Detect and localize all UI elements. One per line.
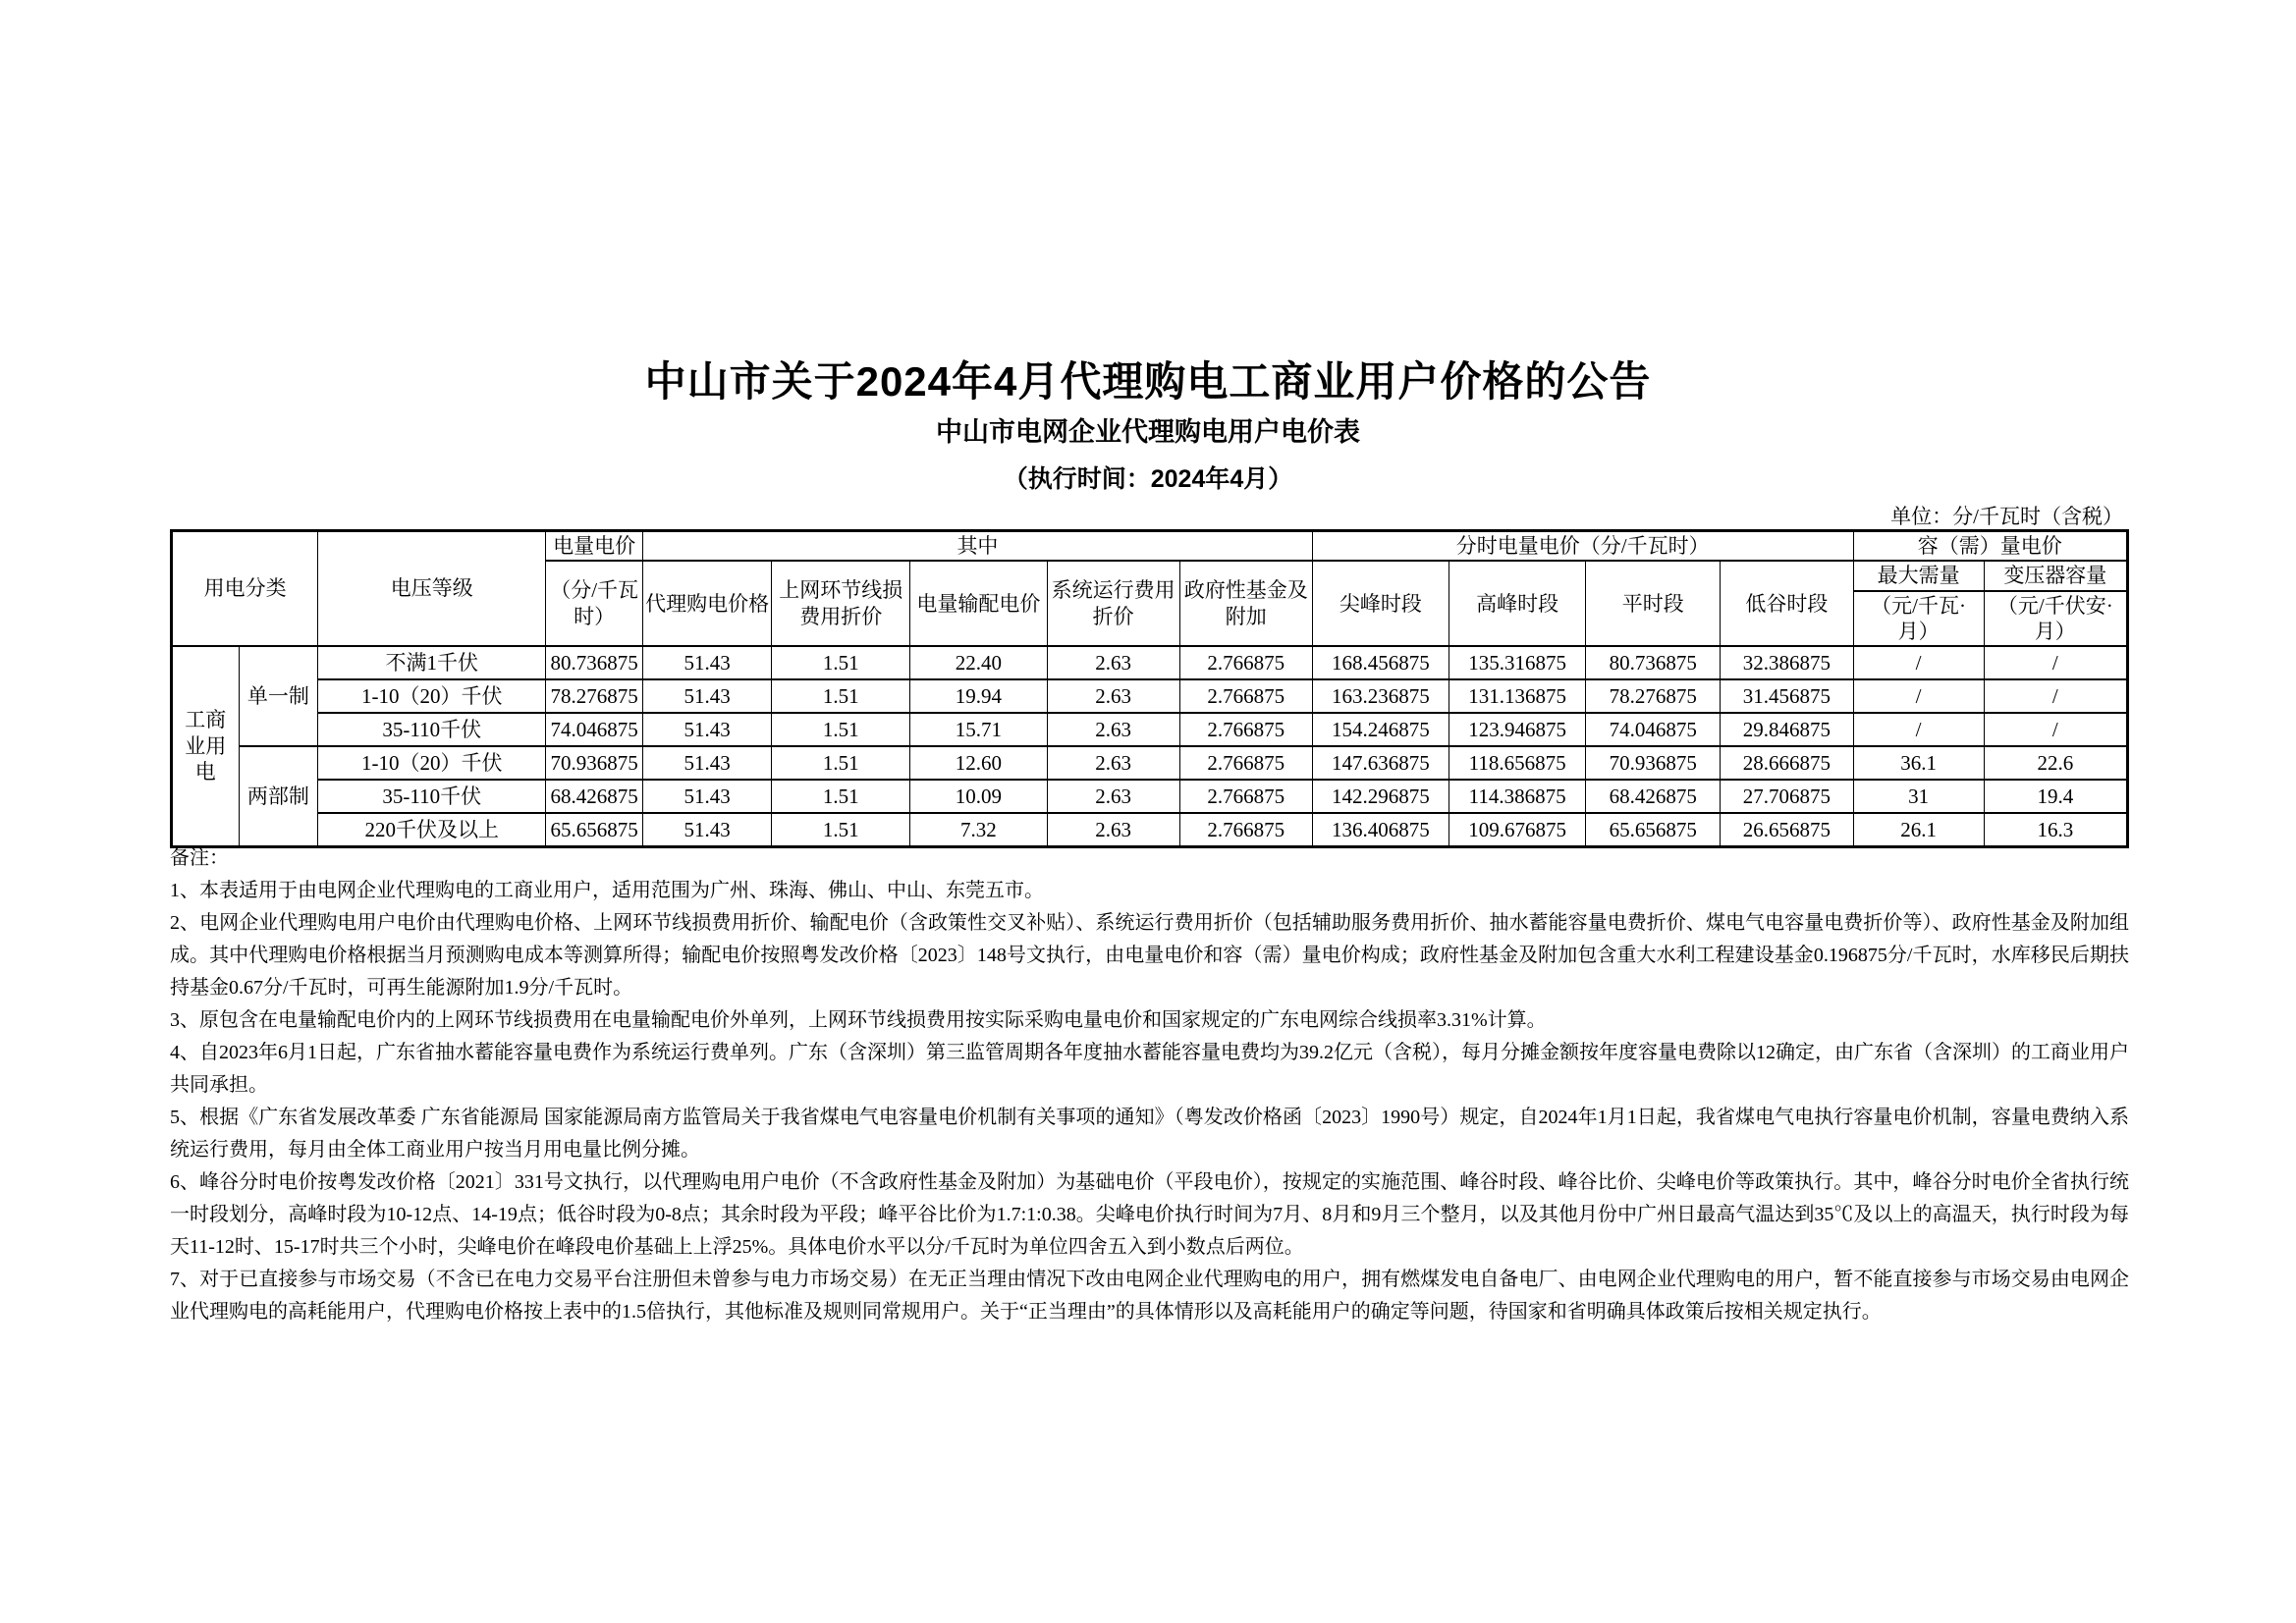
cell-peak: 114.386875 <box>1449 780 1586 813</box>
cell-agency: 51.43 <box>643 813 772 846</box>
page-title: 中山市关于2024年4月代理购电工商业用户价格的公告 <box>644 358 1652 405</box>
header-capacity-price: 容（需）量电价 <box>1853 531 2127 562</box>
cell-agency: 51.43 <box>643 780 772 813</box>
cell-flat: 65.656875 <box>1586 813 1721 846</box>
cell-sharp: 154.246875 <box>1312 713 1449 746</box>
cell-loss: 1.51 <box>772 679 910 713</box>
cell-transformer: / <box>1984 646 2127 679</box>
cell-trans: 15.71 <box>910 713 1047 746</box>
cell-sharp: 147.636875 <box>1312 746 1449 780</box>
cell-voltage: 35-110千伏 <box>318 780 546 813</box>
cell-flat: 70.936875 <box>1586 746 1721 780</box>
header-transformer-capacity: 变压器容量 <box>1984 561 2127 590</box>
cell-sysop: 2.63 <box>1047 746 1179 780</box>
cell-trans: 7.32 <box>910 813 1047 846</box>
header-valley: 低谷时段 <box>1721 561 1853 646</box>
cell-gov: 2.766875 <box>1179 813 1312 846</box>
cell-flat: 68.426875 <box>1586 780 1721 813</box>
cell-valley: 31.456875 <box>1721 679 1853 713</box>
cell-sharp: 142.296875 <box>1312 780 1449 813</box>
cell-sysop: 2.63 <box>1047 679 1179 713</box>
group-category: 工商业用电 <box>172 646 240 846</box>
cell-agency: 51.43 <box>643 713 772 746</box>
cell-energy: 80.736875 <box>546 646 643 679</box>
header-agency-price: 代理购电价格 <box>643 561 772 646</box>
table-row <box>172 813 2128 846</box>
cell-demand: 31 <box>1853 780 1984 813</box>
cell-agency: 51.43 <box>643 679 772 713</box>
header-among-which: 其中 <box>643 531 1313 562</box>
cell-loss: 1.51 <box>772 813 910 846</box>
cell-trans: 12.60 <box>910 746 1047 780</box>
cell-peak: 109.676875 <box>1449 813 1586 846</box>
cell-voltage: 220千伏及以上 <box>318 813 546 846</box>
cell-transformer: / <box>1984 679 2127 713</box>
note-item: 7、对于已直接参与市场交易（不含已在电力交易平台注册但未曾参与电力市场交易）在无正当理由情况下改由电网企业代理购电的用户，拥有燃煤发电自备电厂、由电网企业代理购电的用户，暂不能直接参与市场交易由电网企业代理购电的高耗能用户，代理购电价格按上表中的1.5倍执行，其他标准及规则同常规用户。关于“正当理由”的具体情形以及高耗能用户的确定等问题，待国家和省明确具体政策后按相关规定执行。 <box>170 1269 2129 1323</box>
cell-sharp: 136.406875 <box>1312 813 1449 846</box>
cell-voltage: 1-10（20）千伏 <box>318 746 546 780</box>
header-gov-funds: 政府性基金及附加 <box>1179 561 1312 646</box>
cell-trans: 19.94 <box>910 679 1047 713</box>
cell-flat: 74.046875 <box>1586 713 1721 746</box>
header-max-demand-unit: （元/千瓦·月） <box>1853 591 1984 647</box>
cell-demand: 36.1 <box>1853 746 1984 780</box>
table-row <box>172 780 2128 813</box>
header-row-1 <box>172 531 2128 562</box>
cell-energy: 78.276875 <box>546 679 643 713</box>
note-item: 6、峰谷分时电价按粤发改价格〔2021〕331号文执行，以代理购电用户电价（不含政府性基金及附加）为基础电价（平段电价），按规定的实施范围、峰谷时段、峰谷比价、尖峰电价等政策执行。其中，峰谷分时电价全省执行统一时段划分，高峰时段为10-12点、14-19点；低谷时段为0-8点；其余时段为平段；峰平谷比价为1.7:1:0.38。尖峰电价执行时间为7月、8月和9月三个整月，以及其他月份中广州日最高气温达到35℃及以上的高温天，执行时段为每天11-12时、15-17时共三个小时，尖峰电价在峰段电价基础上上浮25%。具体电价水平以分/千瓦时为单位四舍五入到小数点后两位。 <box>170 1171 2129 1258</box>
note-item: 5、根据《广东省发展改革委 广东省能源局 国家能源局南方监管局关于我省煤电气电容量电价机制有关事项的通知》（粤发改价格函〔2023〕1990号）规定，自2024年1月1日起，我省煤电气电执行容量电价机制，容量电费纳入系统运行费用，每月由全体工商业用户按当月用电量比例分摊。 <box>170 1107 2129 1161</box>
header-grid-loss: 上网环节线损费用折价 <box>772 561 910 646</box>
price-table <box>170 529 2129 848</box>
table-row <box>172 646 2128 679</box>
cell-transformer: 22.6 <box>1984 746 2127 780</box>
note-item: 3、原包含在电量输配电价内的上网环节线损费用在电量输配电价外单列，上网环节线损费用按实际采购电量电价和国家规定的广东电网综合线损率3.31%计算。 <box>170 1009 1547 1031</box>
table-row <box>172 679 2128 713</box>
cell-transformer: 16.3 <box>1984 813 2127 846</box>
note-item: 1、本表适用于由电网企业代理购电的工商业用户，适用范围为广州、珠海、佛山、中山、东莞五市。 <box>170 880 1044 901</box>
notes-section <box>170 842 2129 1328</box>
header-transformer-capacity-unit: （元/千伏安·月） <box>1984 591 2127 647</box>
cell-energy: 65.656875 <box>546 813 643 846</box>
table-row <box>172 746 2128 780</box>
page-subtitle: 中山市电网企业代理购电用户电价表 <box>936 417 1360 447</box>
cell-demand: / <box>1853 679 1984 713</box>
execution-time: （执行时间：2024年4月） <box>1003 465 1293 493</box>
cell-transformer: / <box>1984 713 2127 746</box>
cell-demand: / <box>1853 713 1984 746</box>
header-sharp-peak: 尖峰时段 <box>1312 561 1449 646</box>
header-transmission-price: 电量输配电价 <box>910 561 1047 646</box>
cell-valley: 27.706875 <box>1721 780 1853 813</box>
group-two-part-system: 两部制 <box>239 746 318 846</box>
cell-sysop: 2.63 <box>1047 646 1179 679</box>
cell-flat: 78.276875 <box>1586 679 1721 713</box>
cell-sysop: 2.63 <box>1047 780 1179 813</box>
header-energy-price-unit: （分/千瓦时） <box>546 561 643 646</box>
cell-valley: 26.656875 <box>1721 813 1853 846</box>
cell-valley: 29.846875 <box>1721 713 1853 746</box>
cell-voltage: 不满1千伏 <box>318 646 546 679</box>
header-flat: 平时段 <box>1586 561 1721 646</box>
header-energy-price: 电量电价 <box>546 531 643 562</box>
cell-voltage: 1-10（20）千伏 <box>318 679 546 713</box>
cell-trans: 22.40 <box>910 646 1047 679</box>
cell-gov: 2.766875 <box>1179 679 1312 713</box>
cell-valley: 28.666875 <box>1721 746 1853 780</box>
cell-loss: 1.51 <box>772 746 910 780</box>
notes-label: 备注： <box>170 847 229 869</box>
note-item: 4、自2023年6月1日起，广东省抽水蓄能容量电费作为系统运行费单列。广东（含深圳）第三监管周期各年度抽水蓄能容量电费均为39.2亿元（含税），每月分摊金额按年度容量电费除以12确定，由广东省（含深圳）的工商业用户共同承担。 <box>170 1042 2129 1096</box>
cell-demand: 26.1 <box>1853 813 1984 846</box>
cell-gov: 2.766875 <box>1179 646 1312 679</box>
header-max-demand: 最大需量 <box>1853 561 1984 590</box>
cell-agency: 51.43 <box>643 746 772 780</box>
cell-trans: 10.09 <box>910 780 1047 813</box>
note-item: 2、电网企业代理购电用户电价由代理购电价格、上网环节线损费用折价、输配电价（含政策性交叉补贴）、系统运行费用折价（包括辅助服务费用折价、抽水蓄能容量电费折价、煤电气电容量电费折价等）、政府性基金及附加组成。其中代理购电价格根据当月预测购电成本等测算所得；输配电价按照粤发改价格〔2023〕148号文执行，由电量电价和容（需）量电价构成；政府性基金及附加包含重大水利工程建设基金0.196875分/千瓦时，水库移民后期扶持基金0.67分/千瓦时，可再生能源附加1.9分/千瓦时。 <box>170 912 2129 999</box>
cell-loss: 1.51 <box>772 780 910 813</box>
cell-demand: / <box>1853 646 1984 679</box>
cell-energy: 68.426875 <box>546 780 643 813</box>
table-row <box>172 713 2128 746</box>
header-voltage-level: 电压等级 <box>318 531 546 647</box>
cell-energy: 70.936875 <box>546 746 643 780</box>
header-usage-category: 用电分类 <box>172 531 318 647</box>
cell-peak: 118.656875 <box>1449 746 1586 780</box>
cell-peak: 123.946875 <box>1449 713 1586 746</box>
cell-agency: 51.43 <box>643 646 772 679</box>
header-system-operation: 系统运行费用折价 <box>1047 561 1179 646</box>
cell-energy: 74.046875 <box>546 713 643 746</box>
header-tou-price: 分时电量电价（分/千瓦时） <box>1312 531 1853 562</box>
cell-sharp: 163.236875 <box>1312 679 1449 713</box>
cell-flat: 80.736875 <box>1586 646 1721 679</box>
group-single-system: 单一制 <box>239 646 318 746</box>
cell-voltage: 35-110千伏 <box>318 713 546 746</box>
cell-sysop: 2.63 <box>1047 713 1179 746</box>
cell-loss: 1.51 <box>772 713 910 746</box>
cell-sharp: 168.456875 <box>1312 646 1449 679</box>
cell-transformer: 19.4 <box>1984 780 2127 813</box>
cell-gov: 2.766875 <box>1179 713 1312 746</box>
cell-valley: 32.386875 <box>1721 646 1853 679</box>
header-peak: 高峰时段 <box>1449 561 1586 646</box>
cell-peak: 131.136875 <box>1449 679 1586 713</box>
cell-peak: 135.316875 <box>1449 646 1586 679</box>
cell-gov: 2.766875 <box>1179 780 1312 813</box>
cell-sysop: 2.63 <box>1047 813 1179 846</box>
cell-loss: 1.51 <box>772 646 910 679</box>
cell-gov: 2.766875 <box>1179 746 1312 780</box>
unit-note: 单位：分/千瓦时（含税） <box>1890 505 2123 528</box>
